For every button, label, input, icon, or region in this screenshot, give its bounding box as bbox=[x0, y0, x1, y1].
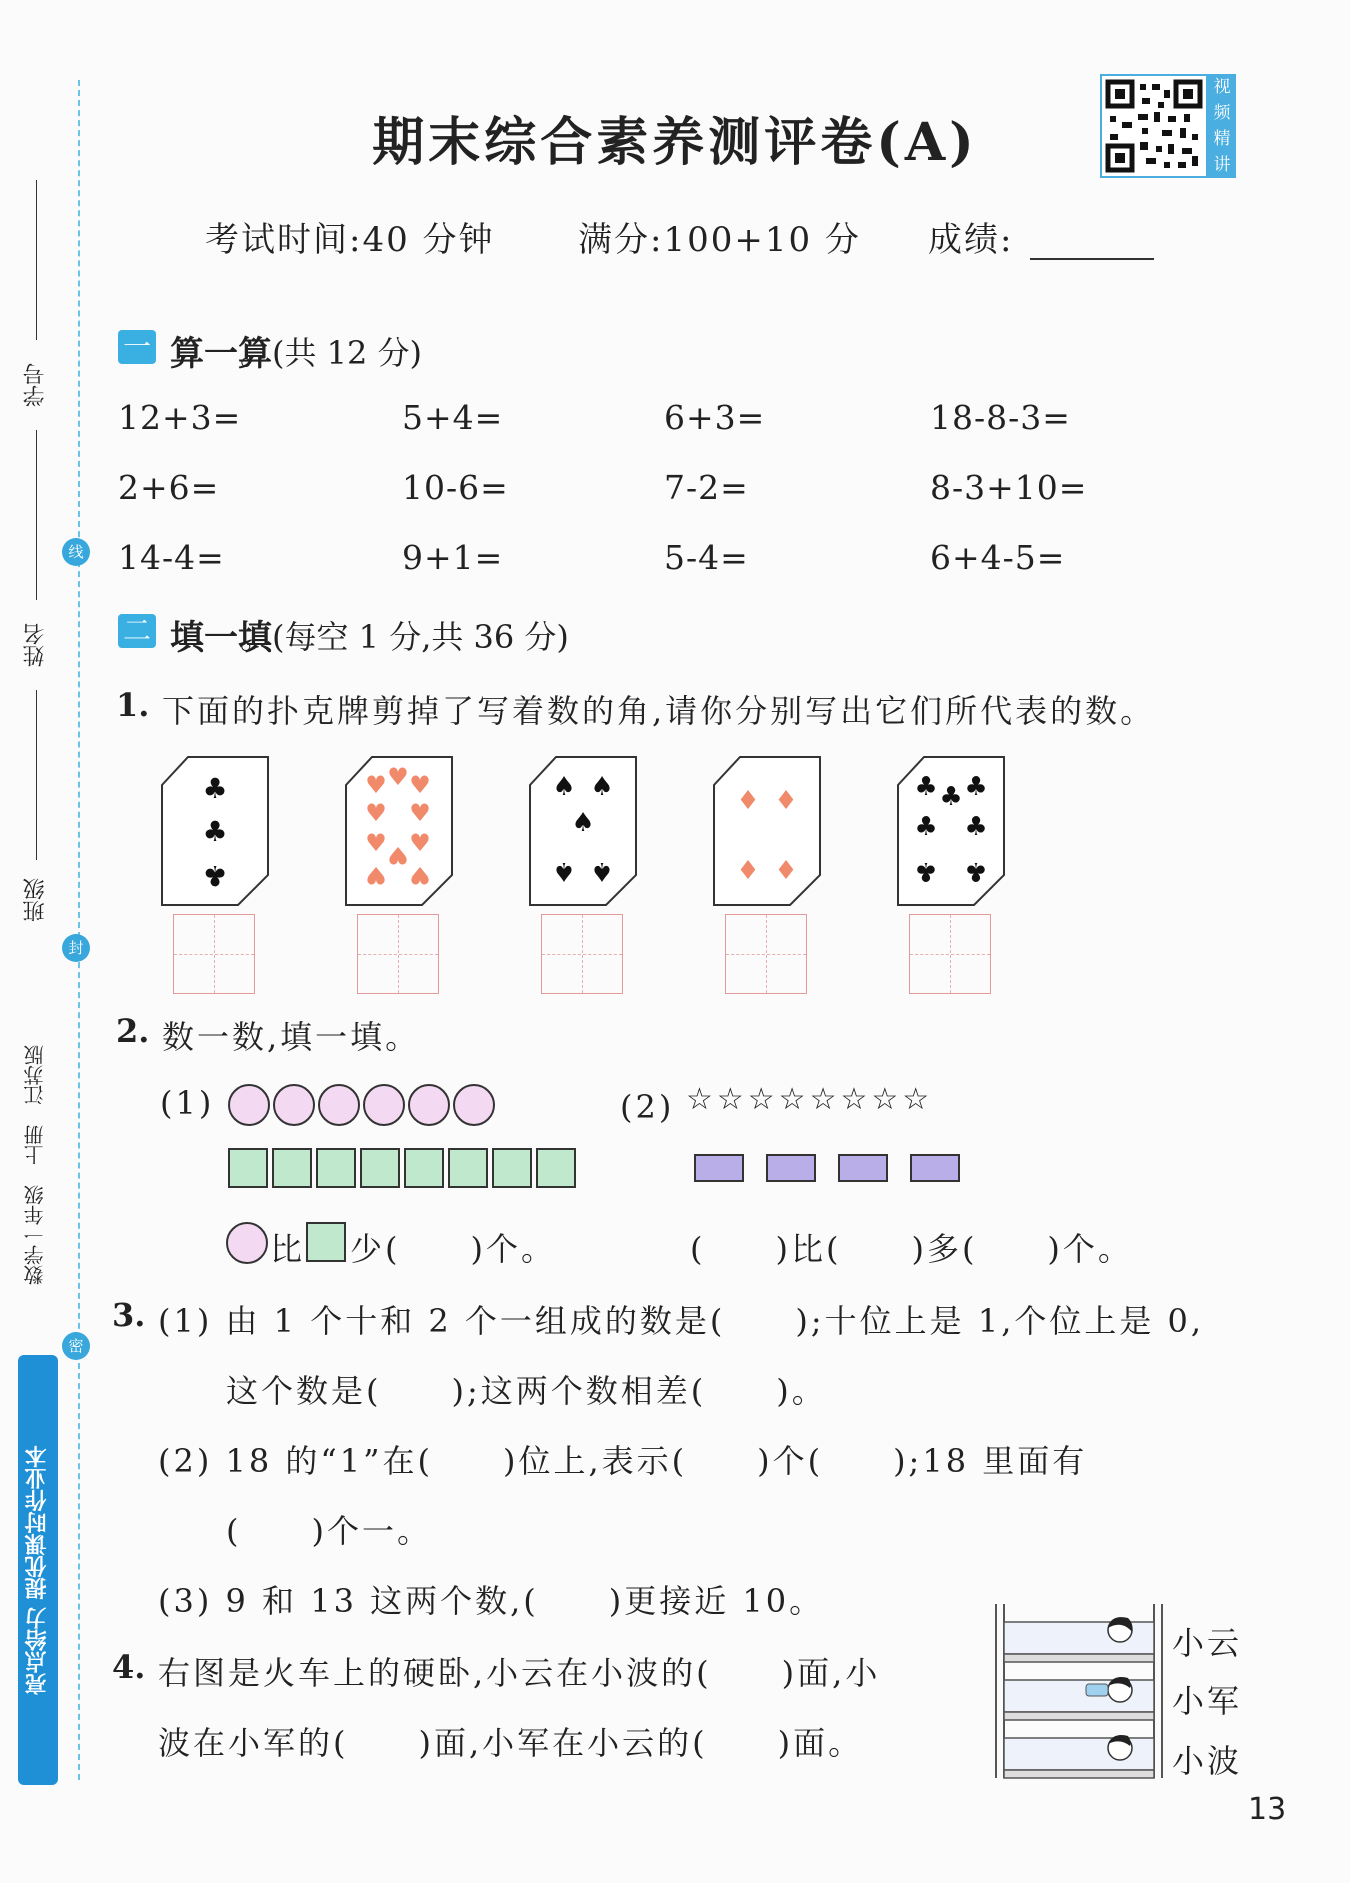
exam-time: 考试时间:40 分钟 bbox=[205, 220, 495, 260]
svg-text:♦: ♦ bbox=[736, 856, 760, 886]
svg-text:♣: ♣ bbox=[202, 772, 228, 805]
rectangle-shape bbox=[910, 1154, 960, 1182]
score-label: 成绩: bbox=[928, 220, 1014, 260]
svg-text:♣: ♣ bbox=[914, 856, 938, 886]
question-4-line-1[interactable]: 右图是火车上的硬卧,小云在小波的( )面,小 bbox=[158, 1654, 881, 1692]
question-3-line-1[interactable]: (1) 由 1 个十和 2 个一组成的数是( );十位上是 1,个位上是 0, bbox=[158, 1302, 1205, 1340]
equation: 12+3= bbox=[118, 398, 242, 437]
xuehao-label: 学号 bbox=[23, 363, 48, 407]
circle-shape bbox=[228, 1084, 270, 1126]
page-title: 期末综合素养测评卷(A) bbox=[372, 112, 978, 173]
section-2-badge: 二 bbox=[118, 614, 156, 648]
full-score: 满分:100+10 分 bbox=[578, 220, 861, 260]
qr-tag-char: 视 bbox=[1213, 77, 1231, 97]
svg-text:♥: ♥ bbox=[365, 861, 387, 889]
part-1-answer[interactable]: 少( )个。 bbox=[350, 1230, 556, 1268]
svg-text:♥: ♥ bbox=[365, 771, 387, 799]
question-4-line-2[interactable]: 波在小军的( )面,小军在小云的( )面。 bbox=[158, 1724, 864, 1762]
berth-name-middle: 小军 bbox=[1172, 1682, 1243, 1720]
mi-badge: 密 bbox=[62, 1332, 90, 1360]
equation: 18-8-3= bbox=[930, 398, 1071, 437]
square-shape bbox=[360, 1148, 400, 1188]
question-3-number: 3. bbox=[112, 1296, 146, 1334]
square-shape bbox=[306, 1222, 346, 1262]
circle-shape bbox=[453, 1084, 495, 1126]
question-2-number: 2. bbox=[116, 1012, 150, 1050]
xian-badge: 线 bbox=[62, 538, 90, 566]
circle-shape bbox=[408, 1084, 450, 1126]
rectangle-shape bbox=[838, 1154, 888, 1182]
equation: 2+6= bbox=[118, 468, 220, 507]
question-3-line-2[interactable]: 这个数是( );这两个数相差( )。 bbox=[226, 1372, 827, 1410]
square-shape bbox=[272, 1148, 312, 1188]
equation: 9+1= bbox=[402, 538, 504, 577]
svg-text:♣: ♣ bbox=[914, 772, 938, 802]
svg-text:♣: ♣ bbox=[202, 859, 228, 892]
answer-grid-box[interactable] bbox=[909, 914, 991, 994]
question-1-number: 1. bbox=[116, 686, 150, 724]
page-number: 13 bbox=[1248, 1792, 1287, 1827]
answer-grid-box[interactable] bbox=[541, 914, 623, 994]
svg-text:♣: ♣ bbox=[914, 812, 938, 842]
answer-grid-box[interactable] bbox=[725, 914, 807, 994]
binding-dash-line bbox=[78, 80, 80, 1780]
circle-shape bbox=[318, 1084, 360, 1126]
qr-tag-char: 讲 bbox=[1213, 155, 1231, 175]
answer-grid-box[interactable] bbox=[357, 914, 439, 994]
svg-text:♠: ♠ bbox=[590, 772, 614, 802]
section-2-note: 。(每空 1 分,共 36 分) bbox=[240, 618, 569, 656]
poker-card bbox=[712, 755, 822, 907]
svg-text:♥: ♥ bbox=[387, 841, 409, 869]
svg-text:♠: ♠ bbox=[552, 856, 576, 886]
svg-text:♣: ♣ bbox=[939, 782, 963, 812]
xingming-label: 姓名 bbox=[23, 623, 48, 667]
equation: 6+4-5= bbox=[930, 538, 1066, 577]
part-2-answer[interactable]: ( )比( )多( )个。 bbox=[690, 1230, 1133, 1268]
equation: 5+4= bbox=[402, 398, 504, 437]
square-shape bbox=[536, 1148, 576, 1188]
qr-code[interactable] bbox=[1100, 74, 1208, 178]
svg-text:♥: ♥ bbox=[365, 829, 387, 857]
part-1-label: (1) bbox=[160, 1084, 215, 1122]
section-1-badge: 一 bbox=[118, 330, 156, 364]
square-shape bbox=[448, 1148, 488, 1188]
equation: 7-2= bbox=[664, 468, 749, 507]
rectangle-shape bbox=[766, 1154, 816, 1182]
equation: 10-6= bbox=[402, 468, 509, 507]
square-shape bbox=[228, 1148, 268, 1188]
svg-text:♣: ♣ bbox=[964, 772, 988, 802]
question-2-text: 数一数,填一填。 bbox=[162, 1018, 421, 1056]
answer-grid-box[interactable] bbox=[173, 914, 255, 994]
svg-text:♣: ♣ bbox=[964, 856, 988, 886]
svg-text:♠: ♠ bbox=[590, 856, 614, 886]
svg-text:♥: ♥ bbox=[409, 829, 431, 857]
poker-card bbox=[896, 755, 1006, 907]
svg-text:♣: ♣ bbox=[202, 815, 228, 848]
circle-shape bbox=[226, 1222, 268, 1264]
question-3-line-5[interactable]: (3) 9 和 13 这两个数,( )更接近 10。 bbox=[158, 1582, 825, 1620]
square-shape bbox=[316, 1148, 356, 1188]
equation: 14-4= bbox=[118, 538, 225, 577]
svg-text:♥: ♥ bbox=[409, 861, 431, 889]
section-1-note: 。(共 12 分) bbox=[240, 334, 423, 372]
score-blank[interactable] bbox=[1030, 258, 1154, 260]
edition-label: 数学一年级 上册 江苏版 bbox=[23, 1045, 47, 1285]
poker-card bbox=[528, 755, 638, 907]
banji-line bbox=[36, 690, 37, 860]
qr-tag-char: 精 bbox=[1213, 129, 1231, 149]
sleeper-berth-illustration bbox=[990, 1600, 1170, 1780]
svg-text:♥: ♥ bbox=[409, 771, 431, 799]
square-shape bbox=[404, 1148, 444, 1188]
qr-tag-char: 频 bbox=[1213, 103, 1231, 123]
rectangle-shape bbox=[694, 1154, 744, 1182]
svg-text:♥: ♥ bbox=[387, 763, 409, 791]
berth-name-bottom: 小波 bbox=[1172, 1742, 1243, 1780]
xuehao-line bbox=[36, 180, 37, 340]
circle-shape bbox=[363, 1084, 405, 1126]
compare-word: 比 bbox=[270, 1230, 306, 1268]
poker-card bbox=[344, 755, 454, 907]
svg-text:♥: ♥ bbox=[365, 799, 387, 827]
poker-card bbox=[160, 755, 270, 907]
svg-text:♠: ♠ bbox=[552, 772, 576, 802]
equation: 8-3+10= bbox=[930, 468, 1088, 507]
xingming-line bbox=[36, 430, 37, 600]
svg-text:♣: ♣ bbox=[964, 812, 988, 842]
equation: 6+3= bbox=[664, 398, 766, 437]
brand-strip: 亮点给力 提优课时作业本 bbox=[18, 1355, 58, 1785]
circle-shape bbox=[273, 1084, 315, 1126]
question-3-line-3[interactable]: (2) 18 的“1”在( )位上,表示( )个( );18 里面有 bbox=[158, 1442, 1088, 1480]
video-lecture-tag[interactable] bbox=[1208, 74, 1236, 178]
svg-text:♥: ♥ bbox=[409, 799, 431, 827]
section-2-title: 填一填 bbox=[170, 618, 272, 658]
banji-label: 班级 bbox=[23, 878, 48, 922]
svg-text:♦: ♦ bbox=[774, 786, 798, 816]
svg-text:♦: ♦ bbox=[774, 856, 798, 886]
section-1-title: 算一算 bbox=[170, 334, 272, 374]
part-2-label: (2) bbox=[620, 1088, 675, 1126]
berth-name-top: 小云 bbox=[1172, 1624, 1243, 1662]
feng-badge: 封 bbox=[62, 934, 90, 962]
svg-text:♠: ♠ bbox=[571, 808, 595, 838]
question-4-number: 4. bbox=[112, 1648, 146, 1686]
square-shape bbox=[492, 1148, 532, 1188]
question-1-text: 下面的扑克牌剪掉了写着数的角,请你分别写出它们所代表的数。 bbox=[162, 692, 1156, 730]
star-row: ☆☆☆☆☆☆☆☆ bbox=[686, 1082, 934, 1117]
question-3-line-4[interactable]: ( )个一。 bbox=[226, 1512, 432, 1550]
svg-text:♦: ♦ bbox=[736, 786, 760, 816]
equation: 5-4= bbox=[664, 538, 749, 577]
